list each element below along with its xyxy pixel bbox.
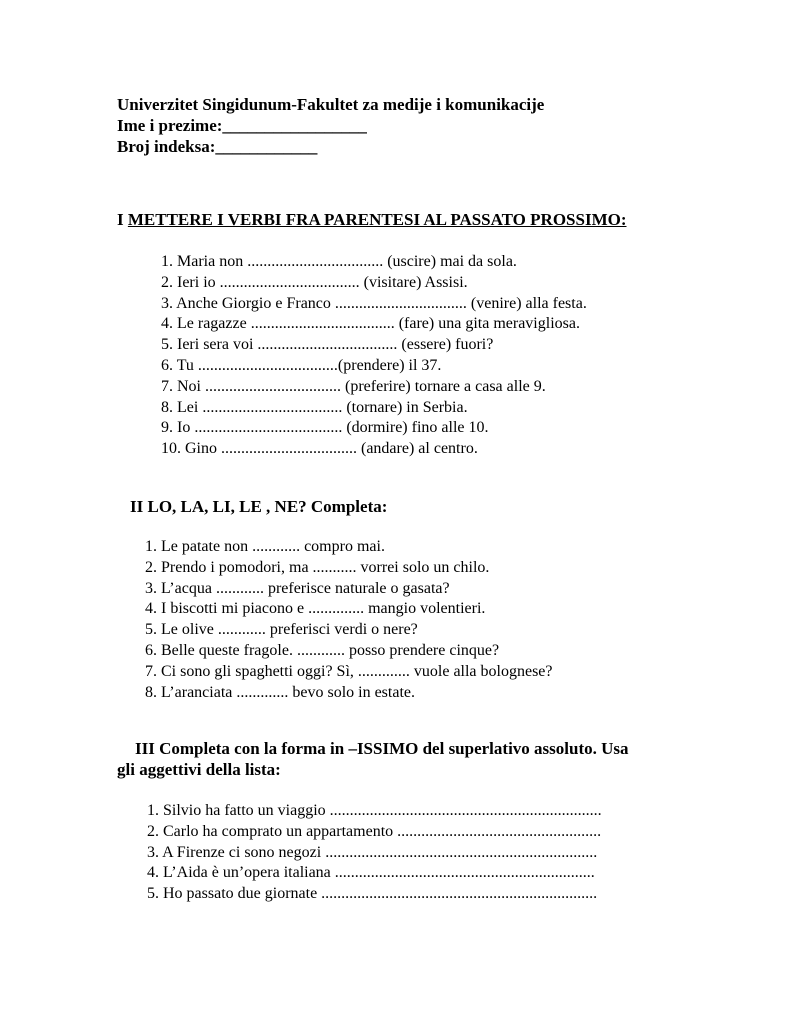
exercise-item: 3. L’acqua ............ preferisce naturale o gasata?	[145, 579, 450, 597]
exercise-item: 2. Prendo i pomodori, ma ........... vorrei solo un chilo.	[145, 558, 490, 576]
section3-heading	[117, 738, 629, 780]
exercise-item: 10. Gino .................................. (andare) al centro.	[161, 440, 478, 458]
section2-exercise-list	[145, 537, 553, 703]
document-header	[117, 94, 544, 157]
exercise-item: 6. Belle queste fragole. ............ posso prendere cinque?	[145, 641, 500, 659]
section3-title-line2: gli aggettivi della lista:	[117, 760, 281, 779]
section1-title: METTERE I VERBI FRA PARENTESI AL PASSATO PROSSIMO:	[127, 210, 627, 229]
university-line: Univerzitet Singidunum-Fakultet za medije i komunikacije	[117, 95, 545, 114]
exercise-item: 2. Ieri io ................................... (visitare) Assisi.	[161, 273, 468, 291]
section1-heading	[117, 209, 627, 230]
section3-exercise-list	[147, 801, 602, 905]
exercise-item: 5. Ieri sera voi ................................... (essere) fuori?	[161, 336, 494, 354]
exercise-item: 4. I biscotti mi piacono e .............. mangio volentieri.	[145, 600, 486, 618]
exercise-item: 2. Carlo ha comprato un appartamento ...................................................	[147, 822, 602, 840]
name-field-line: Ime i prezime:_________________	[117, 116, 367, 135]
exercise-item: 8. Lei ................................... (tornare) in Serbia.	[161, 398, 468, 416]
section3-title-line1: III Completa con la forma in –ISSIMO del superlativo assoluto. Usa	[135, 739, 629, 758]
exercise-item: 5. Ho passato due giornate .....................................................................	[147, 885, 598, 903]
exercise-item: 4. Le ragazze .................................... (fare) una gita meravigliosa.	[161, 315, 580, 333]
exercise-item: 4. L’Aida è un’opera italiana .................................................................	[147, 864, 595, 882]
exercise-item: 6. Tu ...................................(prendere) il 37.	[161, 356, 442, 374]
index-number-line: Broj indeksa:____________	[117, 137, 318, 156]
exercise-item: 1. Silvio ha fatto un viaggio ....................................................................	[147, 802, 602, 819]
exercise-item: 1. Maria non .................................. (uscire) mai da sola.	[161, 253, 517, 270]
section2-heading: II LO, LA, LI, LE , NE? Completa:	[130, 497, 388, 516]
exercise-item: 5. Le olive ............ preferisci verdi o nere?	[145, 621, 418, 639]
section1-numeral: I	[117, 210, 128, 229]
exercise-item: 3. Anche Giorgio e Franco ................................. (venire) alla festa.	[161, 294, 587, 312]
exercise-item: 7. Noi .................................. (preferire) tornare a casa alle 9.	[161, 377, 546, 395]
exercise-item: 9. Io ..................................... (dormire) fino alle 10.	[161, 419, 489, 437]
exercise-item: 1. Le patate non ............ compro mai.	[145, 538, 385, 555]
exercise-item: 3. A Firenze ci sono negozi ....................................................................	[147, 843, 598, 861]
exercise-item: 7. Ci sono gli spaghetti oggi? Sì, ............. vuole alla bolognese?	[145, 662, 553, 680]
section1-exercise-list	[161, 252, 587, 460]
exercise-item: 8. L’aranciata ............. bevo solo in estate.	[145, 683, 415, 701]
